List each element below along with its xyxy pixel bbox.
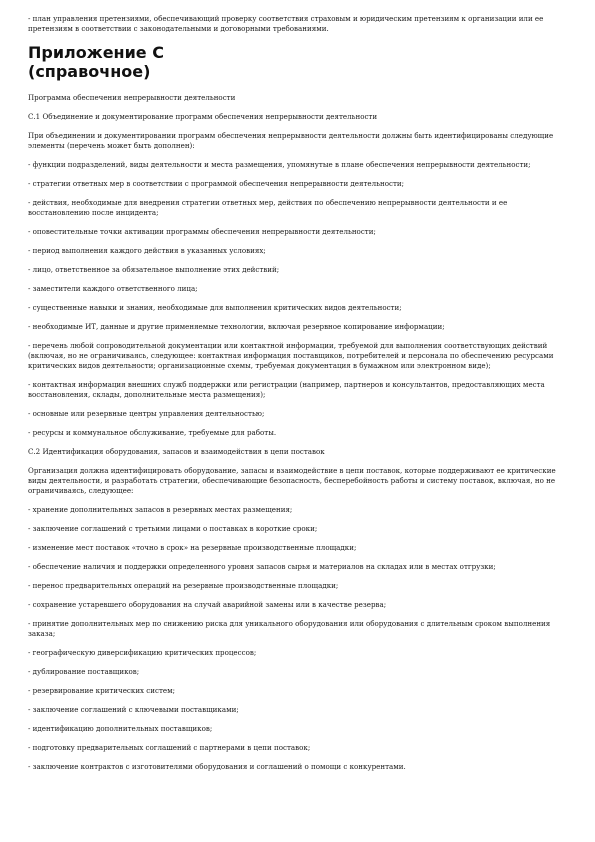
list-item: - резервирование критических систем; <box>28 686 176 695</box>
section1-heading: С.1 Объединение и документирование программ обеспечения непрерывности деятельности <box>28 112 378 121</box>
list-item: - подготовку предварительных соглашений с партнерами в цепи поставок; <box>28 743 311 752</box>
list-item: - обеспечение наличия и поддержки определенного уровня запасов сырья и материалов на складах или в местах отгрузки; <box>28 562 496 571</box>
list-item: - период выполнения каждого действия в указанных условиях; <box>28 246 266 255</box>
appendix-title-line2: (справочное) <box>28 62 151 81</box>
list-item: - заместители каждого ответственного лица; <box>28 284 198 293</box>
section1-lead: При объединении и документировании программ обеспечения непрерывности деятельности должны быть идентифицированы следующие элементы (перечень может быть дополнен): <box>28 131 554 150</box>
list-item: - необходимые ИТ, данные и другие применяемые технологии, включая резервное копирование информации; <box>28 322 445 331</box>
list-item: - перечень любой сопроводительной документации или контактной информации, требуемой для выполнения соответствующих действий (включая, но не ограничиваясь, следующее: контактная информация поставщиков, потребителей и персонала по обеспечению ресурсами критических видов деятельности; организационные схемы, требуемая документация в бумажном или электронном виде); <box>28 341 554 370</box>
list-item: - лицо, ответственное за обязательное выполнение этих действий; <box>28 265 280 274</box>
list-item: - принятие дополнительных мер по снижению риска для уникального оборудования или оборудования с длительным сроком выполнения заказа; <box>28 619 551 638</box>
list-item: - ресурсы и коммунальное обслуживание, требуемые для работы. <box>28 428 277 437</box>
list-item: - перенос предварительных операций на резервные производственные площадки; <box>28 581 339 590</box>
list-item: - хранение дополнительных запасов в резервных местах размещения; <box>28 505 293 514</box>
list-item: - идентификацию дополнительных поставщиков; <box>28 724 213 733</box>
list-item: - сохранение устаревшего оборудования на случай аварийной замены или в качестве резерва; <box>28 600 387 609</box>
section2-lead: Организация должна идентифицировать оборудование, запасы и взаимодействие в цепи поставок, которые поддерживают ее критические виды деятельности, и разработать стратегии, обеспечивающие безопасность, бесперебойность работы и систему поставок, включая, но не ограничиваясь, следующее: <box>28 466 556 495</box>
list-item: - оповестительные точки активации программы обеспечения непрерывности деятельности; <box>28 227 376 236</box>
list-item: - существенные навыки и знания, необходимые для выполнения критических видов деятельности; <box>28 303 402 312</box>
section2-heading: С.2 Идентификация оборудования, запасов и взаимодействия в цепи поставок <box>28 447 325 456</box>
appendix-title <box>28 43 568 81</box>
list-item: - заключение соглашений с ключевыми поставщиками; <box>28 705 239 714</box>
list-item: - изменение мест поставок «точно в срок» на резервные производственные площадки; <box>28 543 357 552</box>
appendix-title-line1: Приложение С <box>28 43 164 62</box>
list-item: - стратегии ответных мер в соответствии с программой обеспечения непрерывности деятельности; <box>28 179 404 188</box>
appendix-subtitle: Программа обеспечения непрерывности деятельности <box>28 93 236 102</box>
list-item: - действия, необходимые для внедрения стратегии ответных мер, действия по обеспечению непрерывности деятельности и ее восстановлению после инцидента; <box>28 198 508 217</box>
list-item: - географическую диверсификацию критических процессов; <box>28 648 257 657</box>
list-item: - заключение соглашений с третьими лицами о поставках в короткие сроки; <box>28 524 318 533</box>
document-page <box>28 14 568 781</box>
list-item: - контактная информация внешних служб поддержки или регистрации (например, партнеров и консультантов, предоставляющих места восстановления, склады, дополнительные места размещения); <box>28 380 545 399</box>
list-item: - дублирование поставщиков; <box>28 667 140 676</box>
list-item: - заключение контрактов с изготовителями оборудования и соглашений о помощи с конкурентами. <box>28 762 406 771</box>
list-item: - основные или резервные центры управления деятельностью; <box>28 409 265 418</box>
intro-paragraph: - план управления претензиями, обеспечивающий проверку соответствия страховым и юридическим претензиям к организации или ее претензиям в соответствии с законодательными и договорными требованиями. <box>28 14 544 33</box>
list-item: - функции подразделений, виды деятельности и места размещения, упомянутые в плане обеспечения непрерывности деятельности; <box>28 160 531 169</box>
